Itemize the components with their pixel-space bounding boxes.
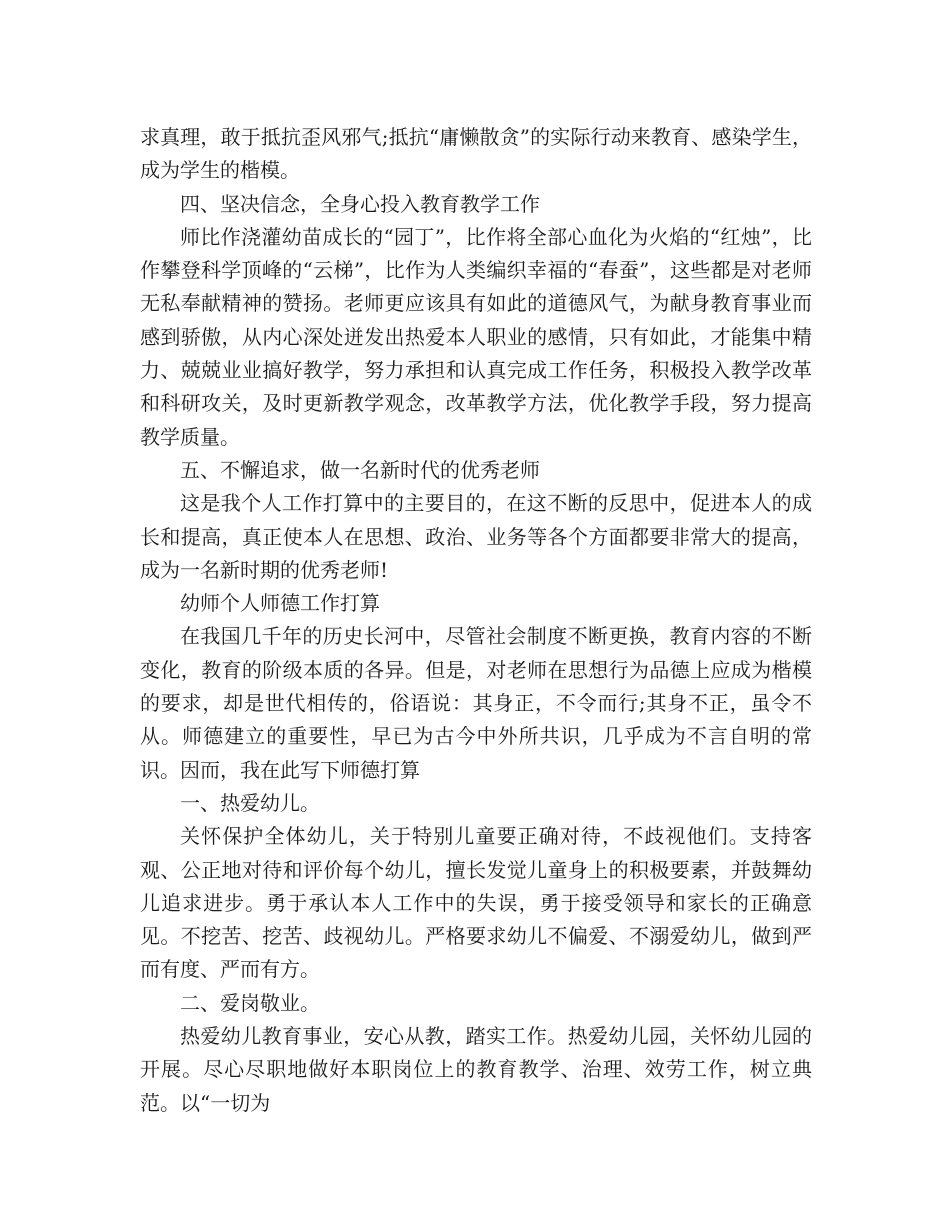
paragraph: 关怀保护全体幼儿，关于特别儿童要正确对待，不歧视他们。支持客观、公正地对待和评价每个幼儿，擅长发觉儿童身上的积极要素，并鼓舞幼儿追求进步。勇于承认本人工作中的失误，勇于接受领导和家长的正确意见。不挖苦、挖苦、歧视幼儿。严格要求幼儿不偏爱、不溺爱幼儿，做到严而有度、严而有方。 bbox=[140, 824, 812, 982]
paragraph: 这是我个人工作打算中的主要目的，在这不断的反思中，促进本人的成长和提高，真正使本人在思想、政治、业务等各个方面都要非常大的提高，成为一名新时期的优秀老师! bbox=[140, 491, 812, 582]
paragraph-continuation: 求真理，敢于抵抗歪风邪气;抵抗“庸懒散贪”的实际行动来教育、感染学生，成为学生的楷模。 bbox=[140, 125, 812, 183]
paragraph: 师比作浇灌幼苗成长的“园丁”，比作将全部心血化为火焰的“红烛”，比作攀登科学顶峰的“云梯”，比作为人类编织幸福的“春蚕”，这些都是对老师无私奉献精神的赞扬。老师更应该具有如此的道德风气，为献身教育事业而感到骄傲，从内心深处迸发出热爱本人职业的感情，只有如此，才能集中精力、兢兢业业搞好教学，努力承担和认真完成工作任务，积极投入教学改革和科研攻关，及时更新教学观念，改革教学方法，优化教学手段，努力提高教学质量。 bbox=[140, 224, 812, 449]
paragraph: 在我国几千年的历史长河中，尽管社会制度不断更换，教育内容的不断变化，教育的阶级本质的各异。但是，对老师在思想行为品德上应成为楷模的要求，却是世代相传的，俗语说：其身正，不令而行;其身不正，虽令不从。师德建立的重要性，早已为古今中外所共识，几乎成为不言自明的常识。因而，我在此写下师德打算 bbox=[140, 624, 812, 782]
document-page bbox=[140, 121, 812, 1120]
document-subtitle: 幼师个人师德工作打算 bbox=[180, 591, 380, 616]
paragraph: 热爱幼儿教育事业，安心从教，踏实工作。热爱幼儿园，关怀幼儿园的开展。尽心尽职地做好本职岗位上的教育教学、治理、效劳工作，树立典范。以“一切为 bbox=[140, 1024, 812, 1115]
section-heading-5: 五、不懈追求，做一名新时代的优秀老师 bbox=[180, 457, 540, 482]
section-heading-1: 一、热爱幼儿。 bbox=[180, 790, 320, 815]
section-heading-2: 二、爱岗敬业。 bbox=[180, 990, 320, 1015]
section-heading-4: 四、坚决信念，全身心投入教育教学工作 bbox=[180, 191, 540, 216]
